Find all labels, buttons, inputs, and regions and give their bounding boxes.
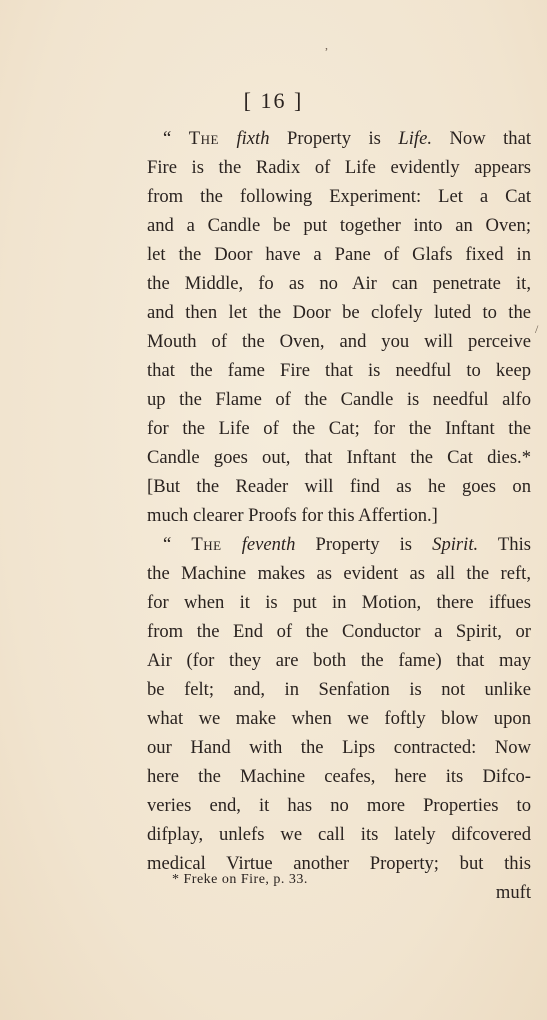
paragraph-1-line: let the Door have a Pane of Glafs fixed in — [147, 244, 531, 265]
paragraph-2-line: here the Machine ceafes, here its Difco- — [147, 766, 531, 787]
footnote: * Freke on Fire, p. 33. — [172, 872, 308, 887]
paragraph-2-line: for when it is put in Motion, there iffues — [147, 592, 531, 613]
paragraph-1-line: [But the Reader will find as he goes on — [147, 476, 531, 497]
paragraph-2-line: our Hand with the Lips contracted: Now — [147, 737, 531, 758]
paragraph-1-line: Candle goes out, that Inftant the Cat dies.* — [147, 447, 531, 468]
text-run: Now that — [431, 128, 531, 149]
paragraph-1-line: and a Candle be put together into an Oven; — [147, 215, 531, 236]
paragraph-1-line: from the following Experiment: Let a Cat — [147, 186, 531, 207]
opening-quote: “ — [163, 534, 192, 555]
paragraph-2-line: what we make when we foftly blow upon — [147, 708, 531, 729]
page-number: [ 16 ] — [243, 88, 304, 113]
paragraph-2-line: Air (for they are both the fame) that may — [147, 650, 531, 671]
margin-mark: / — [535, 322, 539, 336]
paragraph-1-line-1 — [147, 124, 531, 153]
paragraph-2-line: the Machine makes as evident as all the reft, — [147, 563, 531, 584]
text-run: This — [478, 534, 531, 555]
text-run: Property is — [269, 128, 399, 149]
paragraph-2-line: be felt; and, in Senfation is not unlike — [147, 679, 531, 700]
italic-word: Life. — [398, 128, 432, 149]
paragraph-1-line: the Middle, fo as no Air can penetrate it, — [147, 273, 531, 294]
italic-word: fixth — [236, 128, 270, 149]
paragraph-1-line: that the fame Fire that is needful to keep — [147, 360, 531, 381]
space — [222, 534, 242, 555]
text-run: Property is — [295, 534, 433, 555]
small-caps-word: The — [188, 128, 219, 149]
paragraph-2-line: from the End of the Conductor a Spirit, or — [147, 621, 531, 642]
catchword: muft — [495, 882, 531, 903]
small-caps-word: The — [191, 534, 222, 555]
italic-word: Spirit. — [432, 534, 479, 555]
margin-mark: , — [325, 38, 328, 52]
paragraph-2-line: veries end, it has no more Properties to — [147, 795, 531, 816]
italic-word: feventh — [241, 534, 296, 555]
paragraph-1-line: for the Life of the Cat; for the Inftant the — [147, 418, 531, 439]
paragraph-2-line: difplay, unlefs we call its lately difcovered — [147, 824, 531, 845]
opening-quote: “ — [163, 128, 189, 149]
space — [219, 128, 237, 149]
paragraph-1-line: up the Flame of the Candle is needful alfo — [147, 389, 531, 410]
paragraph-1-line: much clearer Proofs for this Affertion.] — [147, 505, 438, 526]
paragraph-2-line: medical Virtue another Property; but this — [147, 853, 531, 874]
paragraph-2-line-1 — [147, 530, 531, 559]
paragraph-1-line: Mouth of the Oven, and you will perceive — [147, 331, 531, 352]
paragraph-1-line: Fire is the Radix of Life evidently appears — [147, 157, 531, 178]
paragraph-1-line: and then let the Door be clofely luted to the — [147, 302, 531, 323]
body-text — [147, 124, 531, 907]
